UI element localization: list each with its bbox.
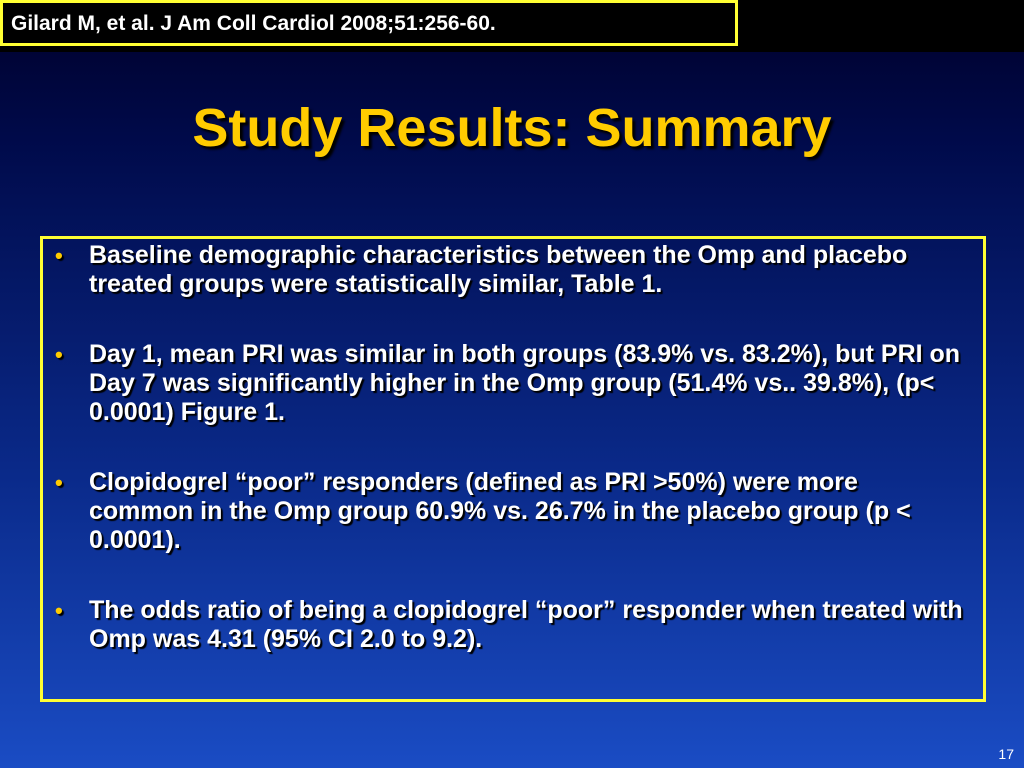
bullet-text: Clopidogrel “poor” responders (defined as PRI >50%) were more common in the Omp group 60.9% vs. 26.7% in the placebo group (p < 0.0001). (89, 468, 911, 554)
bullet-item (53, 241, 965, 299)
content-box (40, 236, 986, 702)
bullet-item (53, 596, 965, 654)
bullet-dot-icon: • (55, 598, 63, 623)
bullet-dot-icon: • (55, 243, 63, 268)
bullet-dot-icon: • (55, 470, 63, 495)
bullet-item (53, 340, 965, 427)
bullet-text: The odds ratio of being a clopidogrel “poor” responder when treated with Omp was 4.31 (95% CI 2.0 to 9.2). (89, 596, 963, 653)
page-number: 17 (998, 746, 1014, 762)
citation-box: Gilard M, et al. J Am Coll Cardiol 2008;51:256-60. (0, 0, 738, 46)
bullet-item (53, 468, 965, 555)
slide-title: Study Results: Summary (192, 98, 832, 158)
bullet-text: Baseline demographic characteristics between the Omp and placebo treated groups were statistically similar, Table 1. (89, 241, 908, 298)
bullet-dot-icon: • (55, 342, 63, 367)
bullet-list (53, 241, 965, 654)
bullet-text: Day 1, mean PRI was similar in both groups (83.9% vs. 83.2%), but PRI on Day 7 was significantly higher in the Omp group (51.4% vs.. 39.8%), (p< 0.0001) Figure 1. (89, 340, 961, 426)
